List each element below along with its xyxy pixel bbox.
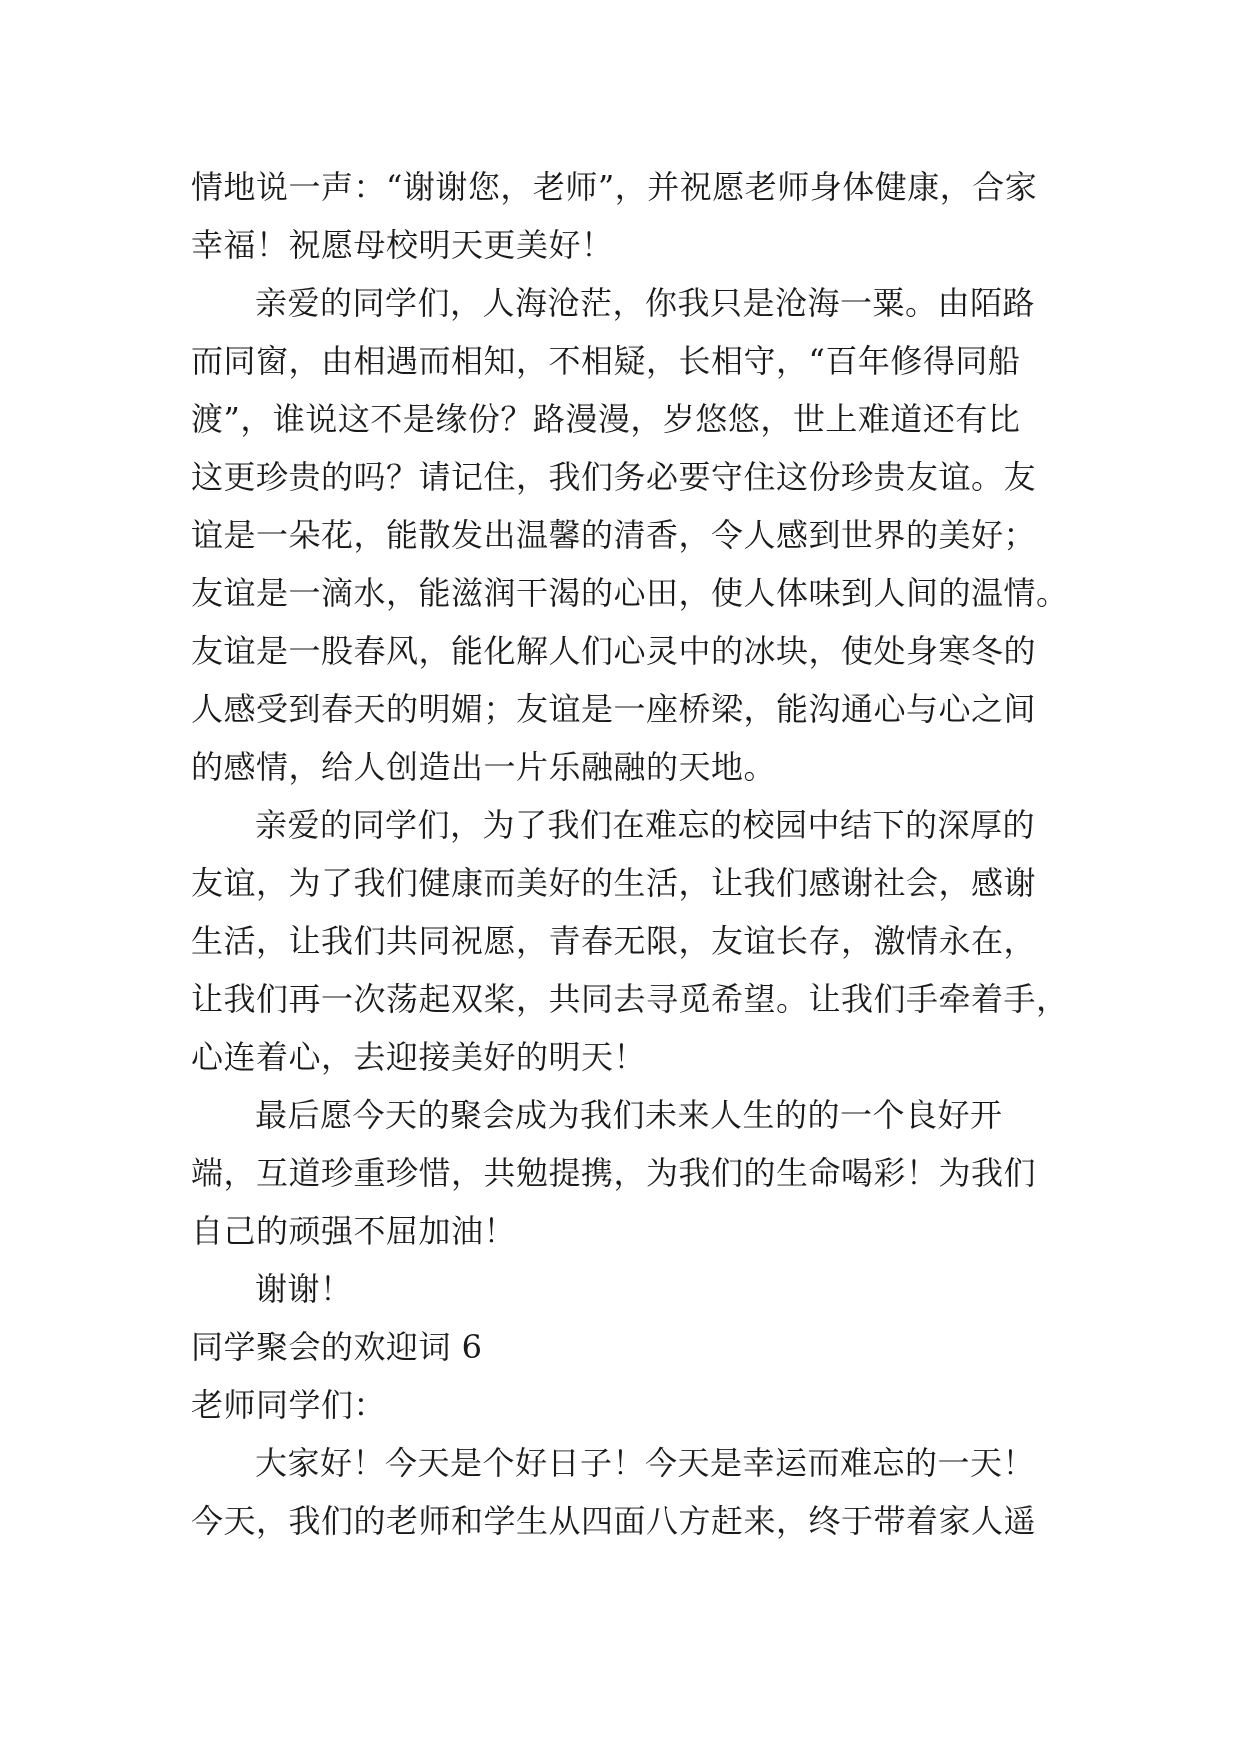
- text-line: 自己的顽强不屈加油！: [191, 1212, 517, 1250]
- text-line: 情地说一声：“谢谢您，老师”，并祝愿老师身体健康，合家: [191, 168, 1038, 206]
- text-line: 的感情，给人创造出一片乐融融的天地。: [191, 748, 777, 786]
- text-line: 心连着心，去迎接美好的明天！: [191, 1038, 647, 1076]
- text-line: 端，互道珍重珍惜，共勉提携，为我们的生命喝彩！为我们: [191, 1154, 1037, 1192]
- text-line: 友谊是一股春风，能化解人们心灵中的冰块，使处身寒冬的: [191, 632, 1037, 670]
- text-line: 人感受到春天的明媚；友谊是一座桥梁，能沟通心与心之间: [191, 690, 1037, 728]
- text-line: 大家好！今天是个好日子！今天是幸运而难忘的一天！: [255, 1444, 1036, 1482]
- text-line: 谊是一朵花，能散发出温馨的清香，令人感到世界的美好；: [191, 516, 1037, 554]
- text-line: 老师同学们：: [191, 1386, 387, 1424]
- text-line: 今天，我们的老师和学生从四面八方赶来，终于带着家人遥: [191, 1502, 1037, 1540]
- text-line: 亲爱的同学们，为了我们在难忘的校园中结下的深厚的: [255, 806, 1036, 844]
- document-body: [191, 158, 1069, 1550]
- text-line: 渡”，谁说这不是缘份？路漫漫，岁悠悠，世上难道还有比: [191, 400, 1021, 438]
- text-line: 友谊是一滴水，能滋润干渴的心田，使人体味到人间的温情。: [191, 574, 1069, 612]
- text-line: 而同窗，由相遇而相知，不相疑，长相守，“百年修得同船: [191, 342, 1021, 380]
- text-line: 幸福！祝愿母校明天更美好！: [191, 226, 614, 264]
- text-line: 同学聚会的欢迎词 6: [191, 1328, 483, 1366]
- text-line: 友谊，为了我们健康而美好的生活，让我们感谢社会，感谢: [191, 864, 1037, 902]
- text-line: 最后愿今天的聚会成为我们未来人生的的一个良好开: [255, 1096, 1003, 1134]
- text-line: 生活，让我们共同祝愿，青春无限，友谊长存，激情永在，: [191, 922, 1037, 960]
- text-line: 亲爱的同学们，人海沧茫，你我只是沧海一粟。由陌路: [255, 284, 1036, 322]
- text-line: 谢谢！: [255, 1270, 353, 1308]
- text-line: 这更珍贵的吗？请记住，我们务必要守住这份珍贵友谊。友: [191, 458, 1037, 496]
- text-line: 让我们再一次荡起双桨，共同去寻觅希望。让我们手牵着手，: [191, 980, 1069, 1018]
